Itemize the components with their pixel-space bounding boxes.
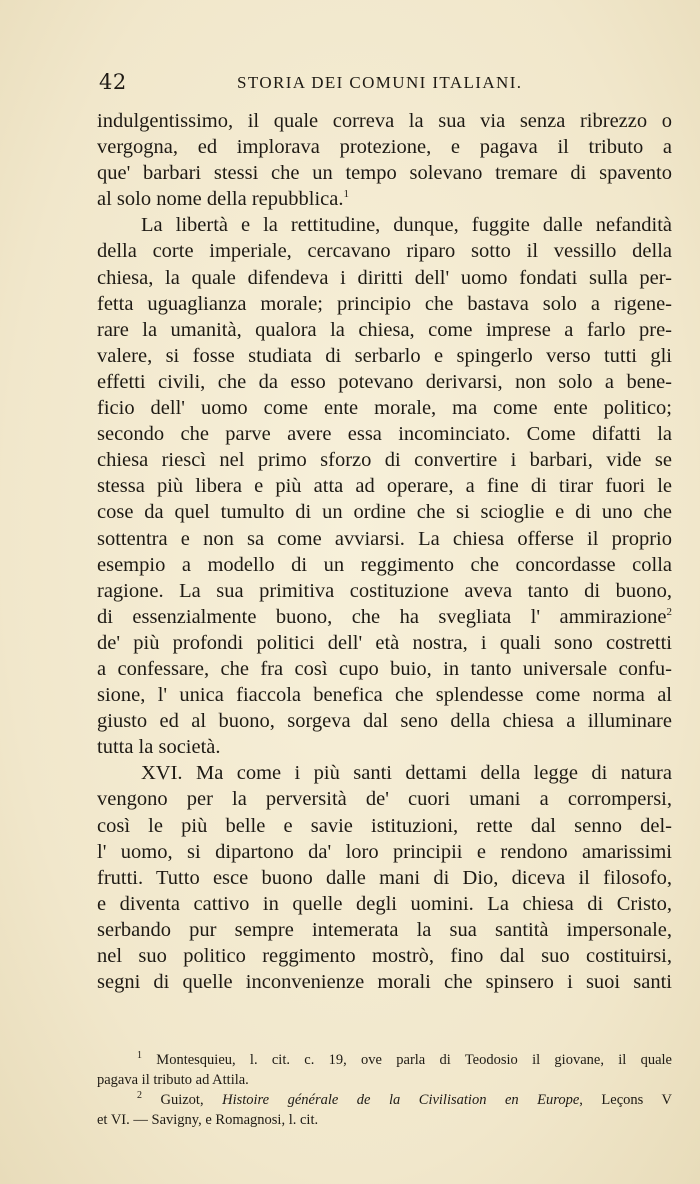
text-line: secondo che parve avere essa incominciato. Come difatti la <box>97 423 672 446</box>
text-line: que' barbari stessi che un tempo solevano tremare di spavento <box>97 162 672 185</box>
footnote-2-continuation: et VI. — Savigny, e Romagnosi, l. cit. <box>97 1112 319 1128</box>
text-line: chiesa, la quale difendeva i diritti dell' uomo fondati sulla per- <box>97 266 672 289</box>
book-page <box>97 66 672 995</box>
text-line: tutta la società. <box>97 736 221 759</box>
footnote-ref-2: 2 <box>666 605 672 618</box>
text-line: cose da quel tumulto di un ordine che si scioglie e di uno che <box>97 501 672 524</box>
text-line: della corte imperiale, cercavano riparo sotto il vessillo della <box>97 240 672 263</box>
text-line: così le più belle e savie istituzioni, rette dal senno del- <box>97 814 672 837</box>
footnote-2 <box>97 1090 672 1110</box>
text-line: sottentra e non sa come avviarsi. La chiesa offerse il proprio <box>97 527 672 550</box>
text-line <box>97 186 672 212</box>
text-line: vengono per la perversità de' cuori umani a corrompersi, <box>97 788 672 811</box>
text-line: vergogna, ed implorava protezione, e pagava il tributo a <box>97 136 672 159</box>
footnote-1-continuation: pagava il tributo ad Attila. <box>97 1072 249 1088</box>
text-line <box>97 604 672 630</box>
text-line: esempio a modello di un reggimento che concordasse colla <box>97 553 672 576</box>
body-text <box>97 108 672 995</box>
footnotes <box>97 1050 672 1130</box>
footnote-2-text: , Leçons V <box>579 1092 672 1108</box>
text-line: segni di quelle inconvenienze morali che spinsero i suoi santi <box>97 971 672 994</box>
text-line: indulgentissimo, il quale correva la sua via senza ribrezzo o <box>97 110 672 132</box>
text-line: valere, si fosse studiata di serbarlo e spingerlo verso tutti gli <box>97 344 672 367</box>
text-line-content: di essenzialmente buono, che ha svegliata l' ammirazione <box>97 605 667 628</box>
footnote-2-author: Guizot, <box>160 1092 223 1108</box>
running-title: STORIA DEI COMUNI ITALIANI. <box>237 73 523 92</box>
text-line: frutti. Tutto esce buono dalle mani di Dio, diceva il filosofo, <box>97 866 672 889</box>
text-line: chiesa riescì nel primo sforzo di convertire i barbari, vide se <box>97 449 672 472</box>
text-line: ficio dell' uomo come ente morale, ma come ente politico; <box>97 397 672 420</box>
footnote-1-mark: 1 <box>137 1050 142 1062</box>
running-head <box>97 66 672 106</box>
footnote-2-mark: 2 <box>137 1090 142 1102</box>
text-line: l' uomo, si dipartono da' loro principii e rendono amarissimi <box>97 840 672 863</box>
text-line: nel suo politico reggimento mostrò, fino dal suo costituirsi, <box>97 945 672 967</box>
page-number: 42 <box>99 70 127 94</box>
text-line: e diventa cattivo in quelle degli uomini. La chiesa di Cristo, <box>97 892 672 915</box>
paragraph-start-line: La libertà e la rettitudine, dunque, fuggite dalle nefandità <box>141 214 672 237</box>
text-line: de' più profondi politici dell' età nostra, i quali sono costretti <box>97 631 672 654</box>
footnote-ref-1: 1 <box>343 188 349 201</box>
text-line: a confessare, che fra così cupo buio, in tanto universale confu- <box>97 657 672 680</box>
text-line: serbando pur sempre intemerata la sua santità impersonale, <box>97 918 672 941</box>
text-line: sione, l' unica fiaccola benefica che splendesse come norma al <box>97 684 672 707</box>
footnote-1 <box>97 1050 672 1070</box>
text-line: stessa più libera e più atta ad operare, a fine di tirar fuori le <box>97 475 672 498</box>
text-line: effetti civili, che da esso potevano derivarsi, non solo a bene- <box>97 370 672 393</box>
section-start-line: XVI. Ma come i più santi dettami della legge di natura <box>141 762 672 785</box>
text-line: fetta uguaglianza morale; principio che bastava solo a rigene- <box>97 292 672 315</box>
text-line: rare la umanità, qualora la chiesa, come imprese a farlo pre- <box>97 318 672 341</box>
footnote-1-text: Montesquieu, l. cit. c. 19, ove parla di Teodosio il giovane, il quale <box>156 1052 672 1068</box>
text-line-content: al solo nome della repubblica. <box>97 188 344 211</box>
footnote-2-title: Histoire générale de la Civilisation en Europe <box>222 1092 580 1108</box>
text-line: ragione. La sua primitiva costituzione aveva tanto di buono, <box>97 579 672 602</box>
text-line: giusto ed al buono, sorgeva dal seno della chiesa a illuminare <box>97 710 672 733</box>
